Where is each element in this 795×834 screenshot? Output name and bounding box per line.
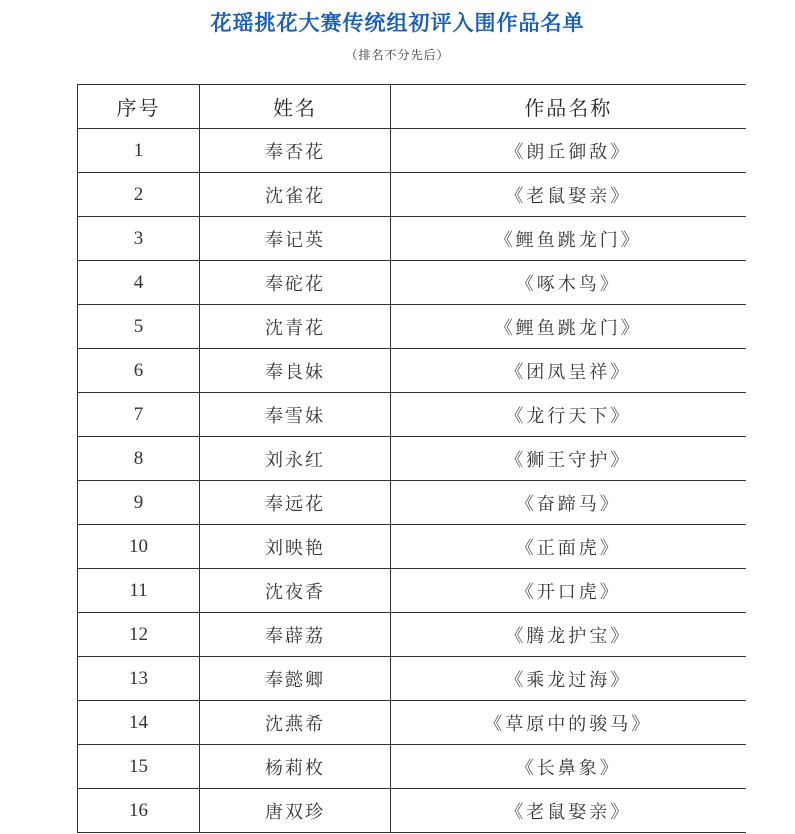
header-work-title: 作品名称 bbox=[391, 85, 746, 129]
table-row bbox=[78, 525, 746, 569]
row-work-title-cell: 《老鼠娶亲》 bbox=[391, 789, 746, 833]
row-name-cell: 奉否花 bbox=[200, 129, 391, 173]
table-row bbox=[78, 437, 746, 481]
table-row bbox=[78, 569, 746, 613]
table-row bbox=[78, 349, 746, 393]
row-serial-cell: 10 bbox=[78, 525, 200, 569]
header-serial: 序号 bbox=[78, 85, 200, 129]
row-work-title-cell: 《鲤鱼跳龙门》 bbox=[391, 305, 746, 349]
row-serial-cell: 5 bbox=[78, 305, 200, 349]
row-work-title-cell: 《鲤鱼跳龙门》 bbox=[391, 217, 746, 261]
row-name-cell: 奉薜荔 bbox=[200, 613, 391, 657]
row-name-cell: 奉砣花 bbox=[200, 261, 391, 305]
table-row bbox=[78, 745, 746, 789]
row-name-cell: 杨莉枚 bbox=[200, 745, 391, 789]
table-row bbox=[78, 393, 746, 437]
table-row bbox=[78, 173, 746, 217]
table-row bbox=[78, 129, 746, 173]
row-work-title-cell: 《龙行天下》 bbox=[391, 393, 746, 437]
table-row bbox=[78, 217, 746, 261]
row-serial-cell: 8 bbox=[78, 437, 200, 481]
row-serial-cell: 6 bbox=[78, 349, 200, 393]
row-serial-cell: 2 bbox=[78, 173, 200, 217]
row-serial-cell: 4 bbox=[78, 261, 200, 305]
row-work-title-cell: 《正面虎》 bbox=[391, 525, 746, 569]
row-work-title-cell: 《长鼻象》 bbox=[391, 745, 746, 789]
row-name-cell: 刘映艳 bbox=[200, 525, 391, 569]
table-row bbox=[78, 481, 746, 525]
row-work-title-cell: 《乘龙过海》 bbox=[391, 657, 746, 701]
row-work-title-cell: 《开口虎》 bbox=[391, 569, 746, 613]
row-name-cell: 沈燕希 bbox=[200, 701, 391, 745]
row-work-title-cell: 《腾龙护宝》 bbox=[391, 613, 746, 657]
table-row bbox=[78, 657, 746, 701]
row-name-cell: 沈雀花 bbox=[200, 173, 391, 217]
row-name-cell: 奉良妹 bbox=[200, 349, 391, 393]
row-serial-cell: 1 bbox=[78, 129, 200, 173]
row-serial-cell: 7 bbox=[78, 393, 200, 437]
row-name-cell: 沈青花 bbox=[200, 305, 391, 349]
row-serial-cell: 12 bbox=[78, 613, 200, 657]
table-row bbox=[78, 305, 746, 349]
row-work-title-cell: 《老鼠娶亲》 bbox=[391, 173, 746, 217]
row-work-title-cell: 《草原中的骏马》 bbox=[391, 701, 746, 745]
row-work-title-cell: 《狮王守护》 bbox=[391, 437, 746, 481]
row-work-title-cell: 《朗丘御敌》 bbox=[391, 129, 746, 173]
row-serial-cell: 3 bbox=[78, 217, 200, 261]
header-name: 姓名 bbox=[200, 85, 391, 129]
row-name-cell: 沈夜香 bbox=[200, 569, 391, 613]
row-work-title-cell: 《奋蹄马》 bbox=[391, 481, 746, 525]
finalist-table bbox=[77, 84, 746, 833]
table-body bbox=[78, 129, 746, 833]
row-name-cell: 奉雪妹 bbox=[200, 393, 391, 437]
row-serial-cell: 11 bbox=[78, 569, 200, 613]
page-title: 花瑶挑花大赛传统组初评入围作品名单 bbox=[210, 10, 585, 35]
table-header bbox=[78, 85, 746, 129]
row-work-title-cell: 《团凤呈祥》 bbox=[391, 349, 746, 393]
table-row bbox=[78, 613, 746, 657]
row-name-cell: 刘永红 bbox=[200, 437, 391, 481]
row-name-cell: 奉记英 bbox=[200, 217, 391, 261]
row-serial-cell: 16 bbox=[78, 789, 200, 833]
table-row bbox=[78, 789, 746, 833]
finalist-table-container bbox=[77, 84, 745, 833]
table-row bbox=[78, 701, 746, 745]
row-name-cell: 奉远花 bbox=[200, 481, 391, 525]
row-name-cell: 唐双珍 bbox=[200, 789, 391, 833]
row-serial-cell: 9 bbox=[78, 481, 200, 525]
table-row bbox=[78, 261, 746, 305]
page-subtitle: （排名不分先后） bbox=[345, 48, 450, 62]
header-row bbox=[78, 85, 746, 129]
row-serial-cell: 14 bbox=[78, 701, 200, 745]
row-name-cell: 奉懿卿 bbox=[200, 657, 391, 701]
row-work-title-cell: 《啄木鸟》 bbox=[391, 261, 746, 305]
row-serial-cell: 15 bbox=[78, 745, 200, 789]
row-serial-cell: 13 bbox=[78, 657, 200, 701]
